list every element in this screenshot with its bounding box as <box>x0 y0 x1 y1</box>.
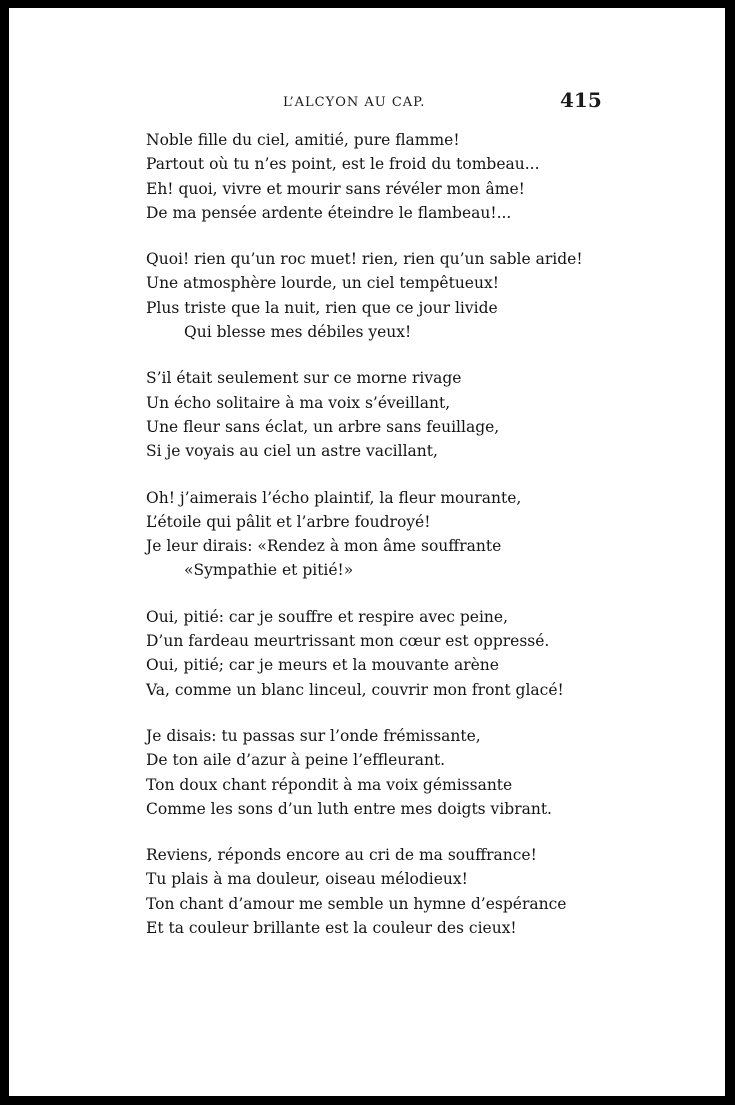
verse-line: Va, comme un blanc linceul, couvrir mon front glacé! <box>146 680 564 699</box>
verse-line: De ma pensée ardente éteindre le flambeau!... <box>146 203 512 222</box>
verse-line: De ton aile d’azur à peine l’effleurant. <box>146 751 446 770</box>
stanza <box>146 486 586 583</box>
verse-line: Partout où tu n’es point, est le froid du tombeau... <box>146 155 540 174</box>
verse-line: Reviens, réponds encore au cri de ma souffrance! <box>146 846 537 865</box>
verse-line: Une atmosphère lourde, un ciel tempêtueux! <box>146 274 499 293</box>
stanza <box>146 128 586 225</box>
verse-line: Ton doux chant répondit à ma voix gémissante <box>146 775 513 794</box>
verse-line: Noble fille du ciel, amitié, pure flamme! <box>146 131 460 149</box>
verse-line: Quoi! rien qu’un roc muet! rien, rien qu’un sable aride! <box>146 250 583 269</box>
verse-line: Ton chant d’amour me semble un hymne d’espérance <box>146 894 567 913</box>
verse-line: Je leur dirais: «Rendez à mon âme souffrante <box>146 537 502 556</box>
page <box>9 8 725 1096</box>
verse-line: D’un fardeau meurtrissant mon cœur est oppressé. <box>146 632 550 651</box>
stanza <box>146 843 586 940</box>
stanza <box>146 247 586 344</box>
verse-line: Un écho solitaire à ma voix s’éveillant, <box>146 393 451 412</box>
verse-line: Une fleur sans éclat, un arbre sans feuillage, <box>146 417 500 436</box>
verse-line-indented: «Sympathie et pitié!» <box>184 561 354 580</box>
verse-line: L’étoile qui pâlit et l’arbre foudroyé! <box>146 512 431 531</box>
verse-line: Je disais: tu passas sur l’onde frémissante, <box>146 726 481 745</box>
poem <box>146 128 586 962</box>
verse-line: S’il était seulement sur ce morne rivage <box>146 369 462 388</box>
verse-line: Oui, pitié: car je souffre et respire avec peine, <box>146 607 509 626</box>
stanza <box>146 366 586 463</box>
stanza <box>146 724 586 821</box>
verse-line: Comme les sons d’un luth entre mes doigts vibrant. <box>146 799 552 818</box>
verse-line: Oui, pitié; car je meurs et la mouvante arène <box>146 656 499 675</box>
verse-line: Si je voyais au ciel un astre vacillant, <box>146 442 438 461</box>
verse-line: Plus triste que la nuit, rien que ce jour livide <box>146 298 498 317</box>
running-title: L’ALCYON AU CAP. <box>283 95 426 110</box>
stanza <box>146 605 586 702</box>
verse-line: Tu plais à ma douleur, oiseau mélodieux! <box>146 870 468 889</box>
verse-line-indented: Qui blesse mes débiles yeux! <box>184 323 412 342</box>
page-number: 415 <box>560 88 602 112</box>
verse-line: Eh! quoi, vivre et mourir sans révéler mon âme! <box>146 179 525 198</box>
verse-line: Oh! j’aimerais l’écho plaintif, la fleur mourante, <box>146 488 522 507</box>
verse-line: Et ta couleur brillante est la couleur des cieux! <box>146 919 517 938</box>
